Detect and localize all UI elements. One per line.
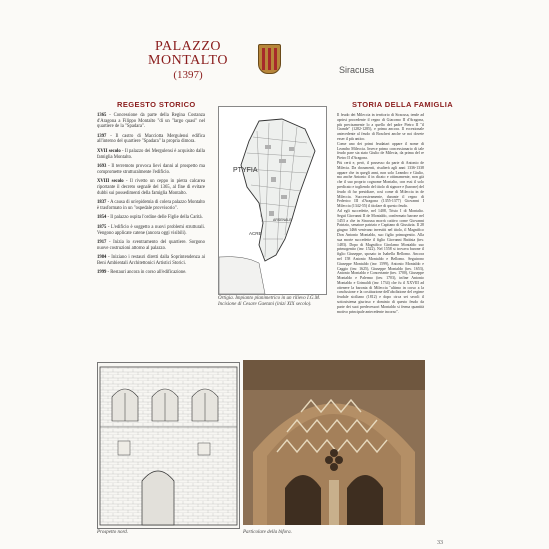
entry-text: - Il rivetto un ceppo in pietra calcarea riportante il decreto segnalè del 1365, al fine di evitare dubbi sui possedimenti della famiglia Montalto. <box>97 179 206 196</box>
entry-date: 1365 <box>97 113 107 118</box>
regesto-entry <box>97 240 205 251</box>
entry-text: - Inizia lo sventramento del quartiere. Sorgono nuove costruzioni attorno al palazzo. <box>97 240 205 251</box>
regesto-entry <box>97 179 205 196</box>
entry-date: 1693 <box>97 164 107 170</box>
entry-date: 1837 <box>97 200 107 206</box>
history-text <box>337 113 424 314</box>
entry-date: 1917 <box>97 240 107 246</box>
entry-date: 1854 <box>97 215 107 221</box>
map-caption: Ortigia. Impianto planimetrico in un rilievo I.G.M. Incisione di Cesare Gaetani (inizi XIX secolo). <box>218 296 321 307</box>
entry-text: - Iniziano i restauri diretti dalla Soprintendenza ai Beni Ambientali Architettonici Artistici Storici. <box>97 255 205 266</box>
regesto-entry <box>97 113 205 130</box>
history-paragraph: Come uno dei primi feudatari appare il nome di Leandro Mileccia. Invece primo concessionario di tale feudo pare sia stato Giulio de Milecia, da prima del re Pietro II d'Aragona. <box>337 141 424 161</box>
entry-text: - Il palazzo dei Mergulensi è acquisito dalla famiglia Montalto. <box>97 148 205 160</box>
north-elevation-drawing <box>97 362 240 529</box>
regesto-entry <box>97 255 205 266</box>
bifora-illustration <box>243 360 425 525</box>
regesto-list <box>97 113 205 280</box>
ortigia-map <box>218 106 327 295</box>
title-line-1: PALAZZO <box>155 39 221 54</box>
page-title <box>128 40 248 82</box>
title-line-2: MONTALTO <box>148 53 228 68</box>
regesto-entry <box>97 270 205 276</box>
page-number: 33 <box>437 540 443 546</box>
map-label-ptyfia: PTYFIA <box>233 167 258 174</box>
map-drawing <box>219 107 326 294</box>
history-paragraph: Ad egli succedette, nel 1408, Tristo I di Montalto. Seguì Giovanni II de Montaldo, confermato barone nel 1453 a che in Siracusa morrà cattivo come Giovanni Patrizio, senatore patrizio e Capitano di Giustizia. Il 28 giugno 1466 venivano investiti nel titolo, il Magnifico Don Antonio Montaldo, suo figlio primogenito. Alla sua morte succedette il figlio Giovanni Battista (inv. 1483). Dopo di Magnifico Girolamo Montaldo suo primogenito (inv. 1522). Nel 1558 si trovava barone il figlio Giuseppe, sposato in Isabella Bellomo. Ancora nel 158 Antonio Montaldo e Bellomo. Seguirono Giuseppe Montaldo (inv. 1599), Antonio Montaldo e Caggio (inv. 1625), Giuseppe Montaldo (inv. 1653), Antonio Montaldo e Concertante (inv. 1700), Giuseppe Montaldo e Palermo (inv. 1703), infine Antonio Montaldo e Grimaldi (inv. 1734) che fu il XXVIII ad ottenere la baronia di Mileccia "ultimo in corso a la conclusione e la costituzione dell'abolizione del regime feudale siciliano (1812) e dopo circa sei secoli il sottosistema giurisso e dominio di questo feudo da parte dei suoi predecessori Montaldo si ferma quantità motivo principale antecedente incorso". <box>337 208 424 314</box>
entry-text: - Il terremoto provoca lievi danni al prospetto ma compromette strutturalmente l'edificio. <box>97 164 205 175</box>
regesto-heading: REGESTO STORICO <box>117 100 196 109</box>
detail-caption: Particolare della bifora. <box>243 530 292 535</box>
entry-date: 1875 <box>97 224 107 230</box>
regesto-entry <box>97 164 205 175</box>
bifora-detail-photo <box>243 360 425 525</box>
entry-date: XVIII secolo <box>97 179 124 185</box>
entry-text: - Concessione da parte della Regina Costanza d'Aragona a Filippo Montalto "di un "largo quasi" nel quartiere de la "Spadara". <box>97 113 205 130</box>
elevation-svg <box>98 363 239 528</box>
entry-text: - Il palazzo ospita l'ordine delle Figlie della Carità. <box>107 215 203 221</box>
history-paragraph: Il feudo dei Mileccia in territorio di Siracusa, tende ad aprirsi procedente il regno di Giacomo II d'Aragona, più precisamente lo a quello del padre Pietro II "il Grande" (1282-1285), e prima ancora. Il eccezionale antecedente al feudo di Boscheri anche se noi dovete esser il più antico. <box>337 113 424 141</box>
regesto-entry <box>97 215 205 221</box>
location-label: Siracusa <box>339 65 375 75</box>
title-year: (1397) <box>173 69 203 81</box>
entry-date: 1397 <box>97 133 107 139</box>
family-crest <box>258 44 281 74</box>
regesto-entry <box>97 134 205 145</box>
map-label-arsenale: ARSENALE <box>273 218 292 222</box>
regesto-entry <box>97 225 205 236</box>
entry-date: 1999 <box>97 270 107 276</box>
entry-text: - Restauri ancora in corso all'edificazione. <box>107 270 187 276</box>
entry-text: - L'edificio è soggetto a nuovi problemi strutturali. Vengono applicate catene (ancora oggi visibili). <box>97 224 205 236</box>
entry-date: XVII secolo <box>97 148 121 154</box>
history-heading: STORIA DELLA FAMIGLIA <box>352 100 454 109</box>
regesto-entry <box>97 200 205 211</box>
elevation-caption: Prospetto nord. <box>97 530 129 535</box>
entry-text: - Il castro di Macciotta Mergulensi edifica all'interno del quartiere "Spadara" la propria dimora. <box>97 133 206 145</box>
history-paragraph: Più certi e, però, il possesso da parte di Antonio de Milecia. Da documenti, risulterà agli anni 1336-1338 appare che in quegli anni, non solo Leandro e Giulio, ma anche Antonio il in dicato e ottimamente, non già che il suo proprio cognome Montalto, con essi il solo predicato e togliendo del titolo di signore e (barone) del feudo di far presidiare, così come di Mileccia in de Mileccia. Successivamente, durante il regno di Federico III d'Aragona (1355-1377) Giovanni I Mileccia (1342-55) il titolare di questo feudo. <box>337 160 424 209</box>
entry-date: 1984 <box>97 255 107 261</box>
map-label-acre: ACRE <box>249 231 262 236</box>
entry-text: - A causa di un'epidemia di colera palazzo Montalto è trasformato in un "ospedale provvisorio". <box>97 200 205 211</box>
regesto-entry <box>97 149 205 160</box>
